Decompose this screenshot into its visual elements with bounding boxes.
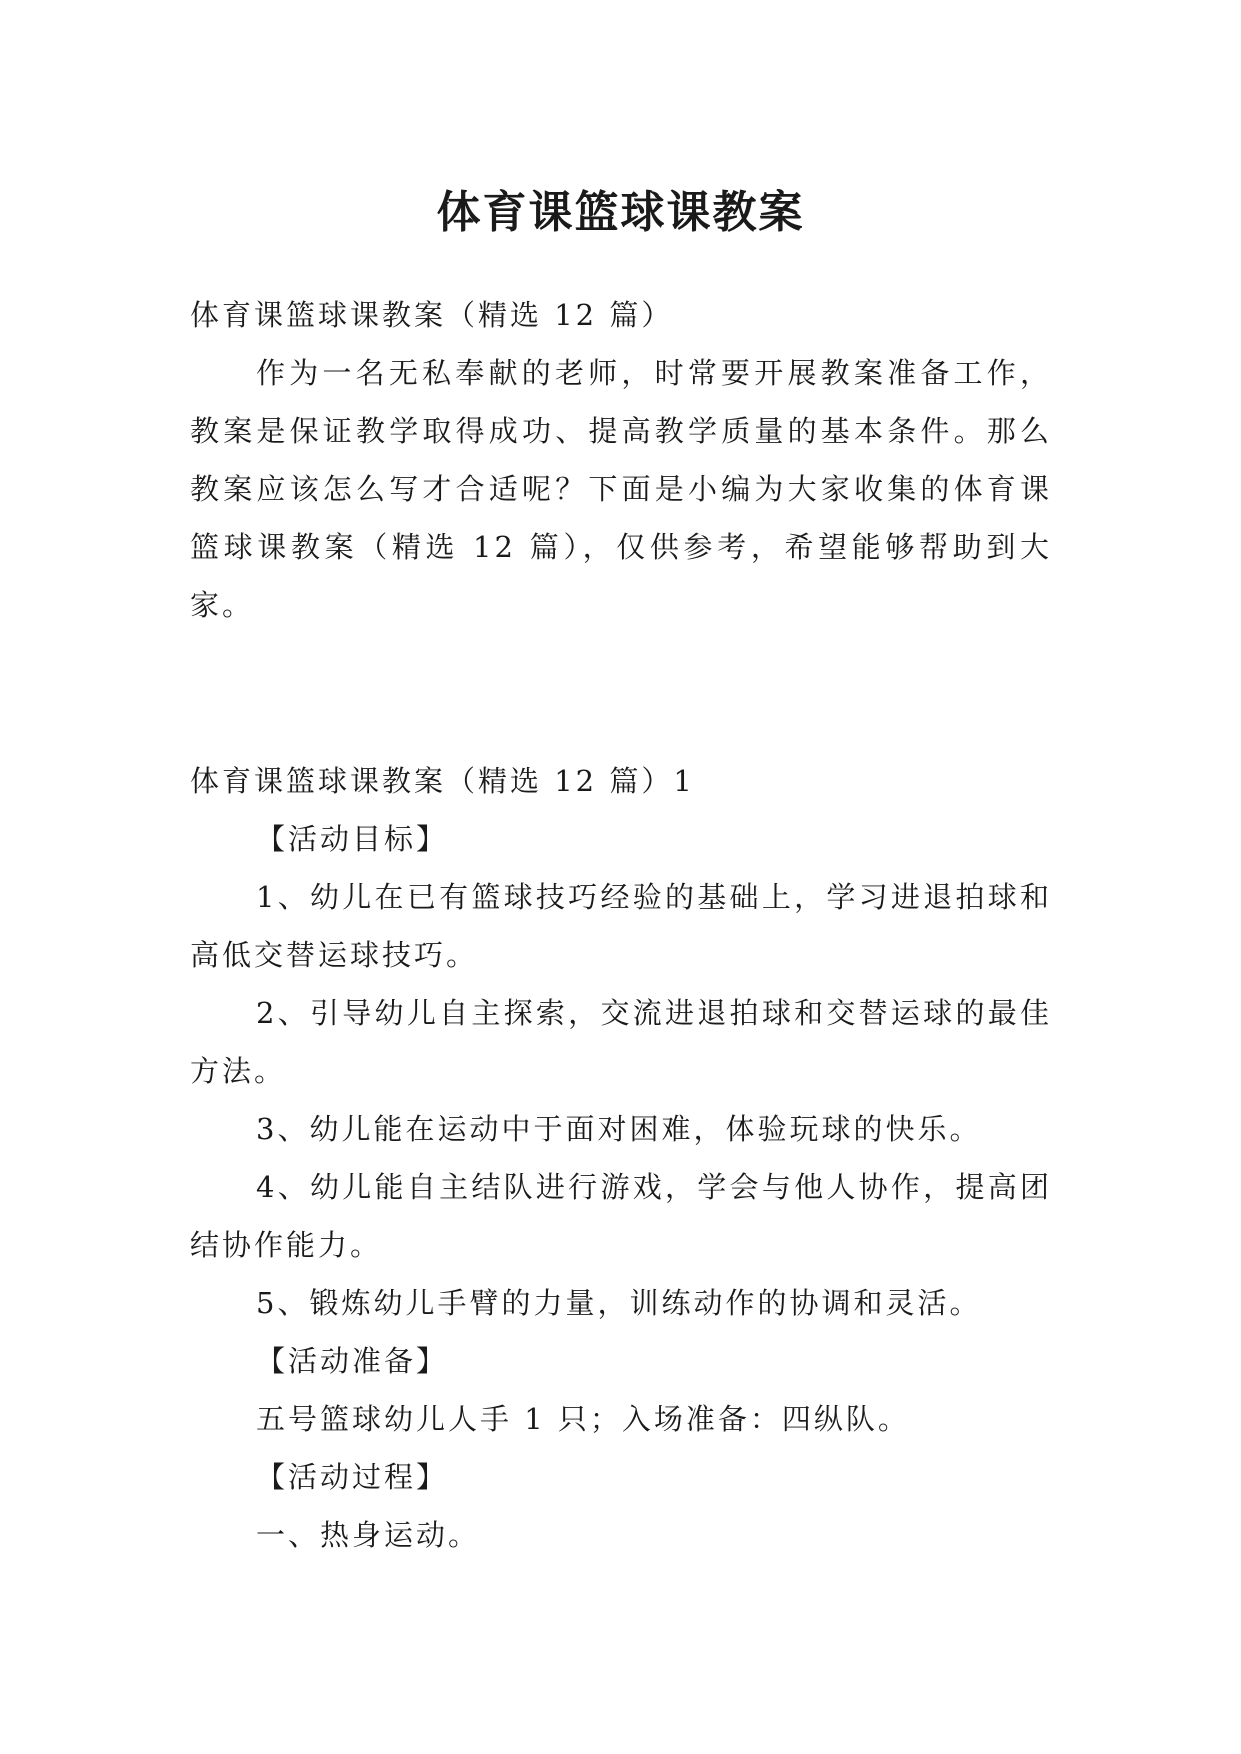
process-label: 【活动过程】 bbox=[256, 1460, 449, 1494]
prep-label: 【活动准备】 bbox=[256, 1344, 449, 1378]
goals-label: 【活动目标】 bbox=[256, 822, 449, 856]
section-heading: 体育课篮球课教案（精选 12 篇）1 bbox=[190, 764, 695, 798]
document-title: 体育课篮球课教案 bbox=[436, 187, 805, 239]
goal-item-1: 1、幼儿在已有篮球技巧经验的基础上，学习进退拍球和高低交替运球技巧。 bbox=[190, 880, 1052, 972]
goal-item-2: 2、引导幼儿自主探索，交流进退拍球和交替运球的最佳方法。 bbox=[190, 996, 1052, 1088]
subtitle: 体育课篮球课教案（精选 12 篇） bbox=[190, 298, 674, 332]
goal-item-5: 5、锻炼幼儿手臂的力量，训练动作的协调和灵活。 bbox=[256, 1286, 982, 1320]
prep-text: 五号篮球幼儿人手 1 只；入场准备：四纵队。 bbox=[256, 1402, 910, 1436]
section-1 bbox=[190, 752, 1052, 1564]
intro-paragraph: 作为一名无私奉献的老师，时常要开展教案准备工作，教案是保证教学取得成功、提高教学质量的基本条件。那么教案应该怎么写才合适呢？下面是小编为大家收集的体育课篮球课教案（精选 12 篇），仅供参考，希望能够帮助到大家。 bbox=[190, 356, 1052, 622]
goal-item-3: 3、幼儿能在运动中于面对困难，体验玩球的快乐。 bbox=[256, 1112, 982, 1146]
process-step-1: 一、热身运动。 bbox=[256, 1518, 481, 1552]
intro-block bbox=[190, 286, 1052, 634]
goal-item-4: 4、幼儿能自主结队进行游戏，学会与他人协作，提高团结协作能力。 bbox=[190, 1170, 1052, 1262]
